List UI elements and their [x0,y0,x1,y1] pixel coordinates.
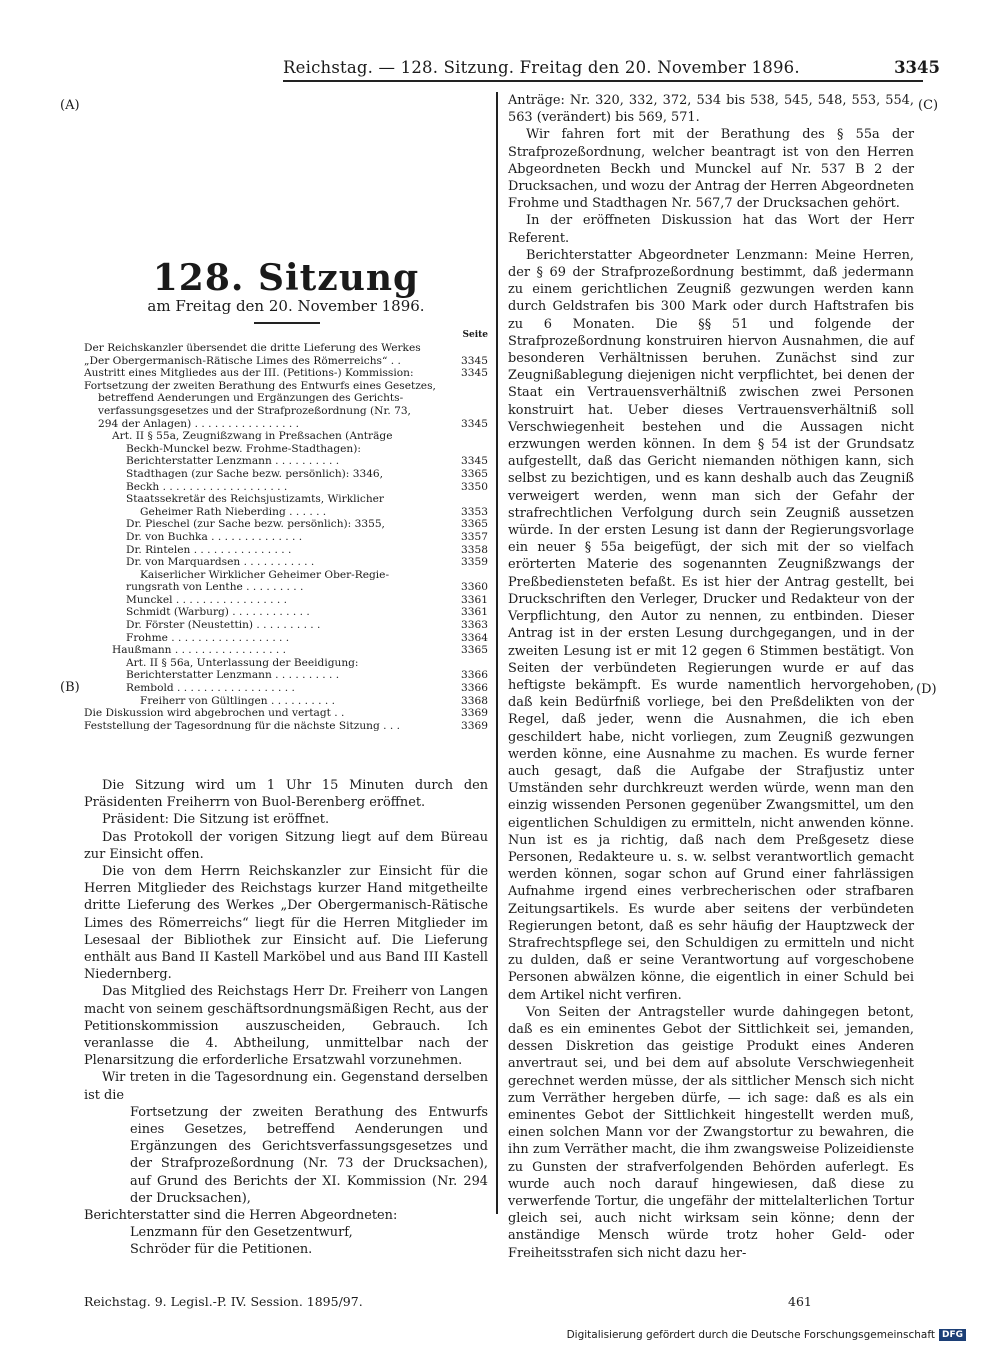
toc-entry [84,556,488,569]
toc-entry [84,581,488,594]
toc-entry-text: Beckh . . . . . . . . . . . . . . . . . . . [126,480,288,493]
toc-entry [84,367,488,380]
toc-entry [84,569,488,582]
toc-entry [84,405,488,418]
toc-entry-text: Berichterstatter Lenzmann . . . . . . . . . . [126,669,340,682]
right-body-text [508,92,914,1262]
toc-entry-page: 3353 [458,506,488,519]
margin-mark-b: (B) [60,680,80,695]
column-divider [496,92,498,1214]
toc-entry-page: 3365 [458,468,488,481]
toc-entry-page: 3359 [458,556,488,569]
toc-entry-text: Rembold . . . . . . . . . . . . . . . . . . [126,682,295,695]
toc-entry-text: Dr. Pieschel (zur Sache bezw. persönlich): 3355, [126,518,385,531]
left-body-text [84,777,488,1259]
toc-entry-page: 3364 [458,632,488,645]
seite-label: Seite [462,330,488,340]
toc-entry [84,493,488,506]
paragraph: Die von dem Herrn Reichskanzler zur Einsicht für die Herren Mitglieder des Reichstags kurzer Hand mitgetheilte dritte Lieferung des Werkes „Der Obergermanisch-Rätische Limes des Römerreichs“ liegt für die Herren Mitglieder im Lesesaal der Bibliothek zur Einsicht auf. Die Lieferung enthält aus Band II Kastell Marköbel und aus Band III Kastell Niedernberg. [84,864,488,983]
paragraph: Wir treten in die Tagesordnung ein. Gegenstand derselben ist die [84,1070,488,1103]
toc-entry [84,506,488,519]
title-rule [254,322,320,324]
toc-entry-text: Frohme . . . . . . . . . . . . . . . . . . [126,631,290,644]
running-title: Reichstag. — 128. Sitzung. Freitag den 20. November 1896. [283,58,800,77]
toc-entry [84,619,488,632]
paragraph: Präsident: Die Sitzung ist eröffnet. [102,812,330,828]
toc-entry-page: 3357 [458,531,488,544]
toc-entry-text: 294 der Anlagen) . . . . . . . . . . . . . . . . [98,417,300,430]
toc-entry-text: Feststellung der Tagesordnung für die nächste Sitzung . . . [84,719,400,732]
toc-entry [84,544,488,557]
toc-entry-text: verfassungsgesetzes und der Strafprozeßordnung (Nr. 73, [98,404,411,417]
margin-mark-c: (C) [918,98,939,113]
toc-entry-text: „Der Obergermanisch-Rätische Limes des Römerreichs“ . . [84,354,401,367]
toc-entry-text: Der Reichskanzler übersendet die dritte Lieferung des Werkes [84,342,421,354]
toc-entry [84,695,488,708]
paragraph: Anträge: Nr. 320, 332, 372, 534 bis 538, 545, 548, 553, 554, 563 (verändert) bis 569, 571. [508,93,914,126]
footer-page-count: 461 [788,1294,812,1309]
toc-entry [84,606,488,619]
toc-entry [84,669,488,682]
toc-entry [84,682,488,695]
toc-entry-text: Art. II § 55a, Zeugnißzwang in Preßsachen (Anträge [112,430,393,443]
toc-entry-page: 3361 [458,606,488,619]
toc-entry-page: 3358 [458,544,488,557]
toc-entry-page: 3345 [458,418,488,431]
toc-entry-page: 3365 [458,644,488,657]
toc-entry [84,392,488,405]
toc-entry [84,342,488,355]
toc-entry-text: Stadthagen (zur Sache bezw. persönlich): 3346, [126,467,384,480]
toc-entry-page: 3365 [458,518,488,531]
paragraph: In der eröffneten Diskussion hat das Wort der Herr Referent. [508,213,914,246]
toc-entry-page: 3361 [458,594,488,607]
toc-entry [84,632,488,645]
toc-entry [84,720,488,733]
paragraph: Berichterstatter sind die Herren Abgeordneten: [84,1208,398,1224]
paragraph: Schröder für die Petitionen. [130,1242,313,1258]
toc-entry-page: 3345 [458,455,488,468]
toc-entry-text: Dr. Rintelen . . . . . . . . . . . . . . . [126,543,292,556]
left-column [84,92,488,1327]
paragraph: Von Seiten der Antragsteller wurde dahingegen betont, daß es ein eminentes Gebot der Sittlichkeit sei, jemanden, dessen Diskretion das geistige Produkt eines Anderen anvertraut sei, und bei dem auf absolute Verschwiegenheit gerechnet werden müsse, der als sittlicher Mensch sich nicht zum Verräther hergeben dürfe, — ich sage: daß es als ein eminentes Gebot der Sittlichkeit hingestellt werden muß, einen solchen Mann vor der Zwangstortur zu bewahren, die ihn zum Verräther macht, die ihm zwangsweise Polizeidienste zu Gunsten der strafverfolgenden Behörden auferlegt. Es wurde auch noch darauf hingewiesen, daß diese zu verwerfende Tortur, die ungefähr der mittelalterlichen Tortur gleich sei, auch nicht wirksam sein könne; denn der anständige Mensch würde trotz hoher Geld- oder Freiheitsstrafen sich nicht dazu her- [508,1004,914,1261]
toc-entry-text: Kaiserlicher Wirklicher Geheimer Ober-Regie- [140,568,390,581]
toc-entry [84,644,488,657]
toc-entry-text: Schmidt (Warburg) . . . . . . . . . . . . [126,606,310,619]
toc-entry [84,380,488,393]
right-column [508,92,914,1327]
toc-entry-text: Fortsetzung der zweiten Berathung des Entwurfs eines Gesetzes, [84,379,436,392]
toc-entry [84,430,488,443]
toc-entry [84,418,488,431]
toc-entry-text: Art. II § 56a, Unterlassung der Beeidigung: [126,656,359,669]
toc-entry-page: 3368 [458,695,488,708]
toc-entry-page: 3360 [458,581,488,594]
margin-mark-d: (D) [916,682,937,697]
toc-entry-page: 3345 [458,355,488,368]
toc-entry [84,707,488,720]
table-of-contents [84,342,488,732]
toc-entry-page: 3366 [458,669,488,682]
paragraph: Die Sitzung wird um 1 Uhr 15 Minuten durch den Präsidenten Freiherrn von Buol-Berenberg eröffnet. [84,778,488,811]
toc-entry-text: rungsrath von Lenthe . . . . . . . . . [126,581,304,594]
margin-mark-a: (A) [60,98,80,113]
toc-entry [84,443,488,456]
digitization-credit [567,1329,966,1341]
paragraph: Wir fahren fort mit der Berathung des § 55a der Strafprozeßordnung, welcher beantragt ist von den Herren Abgeordneten Beckh und Munckel auf Nr. 537 B 2 der Drucksachen, und wozu der Antrag der Herren Abgeordneten Frohme und Stadthagen Nr. 567,7 der Drucksachen gehört. [508,127,914,212]
toc-entry [84,468,488,481]
toc-entry [84,531,488,544]
paragraph: Lenzmann für den Gesetzentwurf, [130,1225,353,1241]
toc-entry-text: Berichterstatter Lenzmann . . . . . . . . . . [126,455,340,468]
paragraph: Fortsetzung der zweiten Berathung des Entwurfs eines Gesetzes, betreffend Aenderungen und Ergänzungen des Gerichtsverfassungsgesetzes und der Strafprozeßordnung (Nr. 73 der Drucksachen), auf Grund des Berichts der XI. Kommission (Nr. 294 der Drucksachen), [130,1104,488,1206]
toc-entry-text: Haußmann . . . . . . . . . . . . . . . . . [112,644,286,657]
toc-entry-text: Dr. Förster (Neustettin) . . . . . . . . . . [126,619,321,632]
toc-entry-page: 3366 [458,682,488,695]
dfg-logo: DFG [939,1329,966,1341]
session-title: 128. Sitzung [152,257,420,299]
toc-entry [84,455,488,468]
toc-entry-page: 3363 [458,619,488,632]
paragraph: Berichterstatter Abgeordneter Lenzmann: Meine Herren, der § 69 der Strafprozeßordnung bestimmt, daß jedermann zu einem gerichtlichen Zeugniß gezwungen werden kann durch Geldstrafen bis 300 Mark oder durch Haftstrafen bis zu 6 Monaten. Die §§ 51 und folgende der Strafprozeßordnung konstruiren hiervon Ausnahmen, die auf besonderen Verhältnissen beruhen. Zunächst sind zur Zeugnißablegung diejenigen nicht verpflichtet, bei denen der Staat ein Vertrauensverhältniß zwischen zwei Personen konstruirt hat. Ueber dieses Vertrauensverhältniß soll Verschwiegenheit bestehen und die Aussagen nicht erzwungen werden können. In dem § 54 ist der Grundsatz aufgestellt, daß das Gericht niemanden nöthigen kann, sich selbst zu bezichtigen, und es kann deshalb auch das Zeugniß verweigert werden, wenn man sich der Gefahr der strafrechtlichen Verfolgung durch sein Zeugniß aussetzen würde. In der ersten Lesung ist dann der Regierungsvorlage ein neuer § 55a beigefügt, der sich mit der so vielfach erörterten Materie des sogenannten Zeugnißzwangs der Preßbediensteten befaßt. Es ist hier der Antrag gestellt, bei Druckschriften den Verleger, Drucker und Redakteur von der Verpflichtung, den Autor zu nennen, zu entbinden. Dieser Antrag ist in der ersten Lesung durchgegangen, und in der zweiten Lesung ist er mit 12 gegen 6 Stimmen bestätigt. Von Seiten der verbündeten Regierungen wurde er auf das heftigste bekämpft. Es wurde namentlich hervorgehoben, daß kein Bedürfniß vorliege, bei den Preßdelikten von der Regel, daß jeder, wenn die Ausnahmen, die ich eben geschildert habe, nicht vorliegen, zum Zeugniß gezwungen werden könne, eine Ausnahme zu machen. Es wurde ferner auch gesagt, daß die Aufgabe der Strafjustiz unter Umständen sehr durchkreuzt werden würde, wenn man den einzig wissenden Personen gegenüber Zwangsmittel, um den eigentlichen Schuldigen zu ermitteln, nicht anwenden könne. Nun ist es ja richtig, daß nach dem Preßgesetz diese Personen, Redakteure u. s. w. selbst verantwortlich gemacht werden können, sogar schon auf Grund einer fahrlässigen Aufnahme irgend eines verbrecherischen oder strafbaren Zeitungsartikels. Es wurde aber seitens der verbündeten Regierungen betont, daß es sehr häufig der Hauptzweck der Strafrechtspflege sei, den Schuldigen zu ermitteln und nicht zu dulden, daß er seine Verantwortung auf vorgeschobene Personen abwälzen könne, die eigentlich in einer Schuld bei dem Artikel nicht verfiren. [508,247,914,1003]
toc-entry [84,355,488,368]
toc-entry [84,518,488,531]
toc-entry-text: Dr. von Buchka . . . . . . . . . . . . . . [126,530,303,543]
toc-entry-text: Die Diskussion wird abgebrochen und vertagt . . [84,707,345,720]
page-number: 3345 [894,58,940,77]
header-rule [283,80,923,82]
toc-entry [84,481,488,494]
paragraph: Das Protokoll der vorigen Sitzung liegt auf dem Büreau zur Einsicht offen. [84,829,488,862]
paragraph: Das Mitglied des Reichstags Herr Dr. Freiherr von Langen macht von seinem geschäftsordnungsmäßigen Recht, aus der Petitionskommission auszuscheiden, Gebrauch. Ich veranlasse die 4. Abtheilung, unmittelbar nach der Plenarsitzung die erforderliche Ersatzwahl vorzunehmen. [84,984,488,1069]
toc-entry-text: Freiherr von Gültlingen . . . . . . . . . . [140,694,335,707]
toc-entry-text: Dr. von Marquardsen . . . . . . . . . . . [126,556,315,569]
session-date: am Freitag den 20. November 1896. [147,297,425,315]
toc-entry [84,594,488,607]
credit-text: Digitalisierung gefördert durch die Deutsche Forschungsgemeinschaft [566,1329,935,1341]
toc-entry-text: Staatssekretär des Reichsjustizamts, Wirklicher [126,493,384,506]
footer-session-info: Reichstag. 9. Legisl.-P. IV. Session. 1895/97. [84,1294,363,1309]
toc-entry-text: betreffend Aenderungen und Ergänzungen des Gerichts- [98,392,404,405]
toc-entry-text: Geheimer Rath Nieberding . . . . . . [140,505,327,518]
toc-entry-text: Munckel . . . . . . . . . . . . . . . . . [126,593,287,606]
toc-entry-page: 3369 [458,720,488,733]
toc-entry-page: 3350 [458,481,488,494]
toc-entry [84,657,488,670]
toc-entry-text: Austritt eines Mitgliedes aus der III. (Petitions-) Kommission: [84,367,414,380]
toc-entry-text: Beckh-Munckel bezw. Frohme-Stadthagen): [126,442,361,455]
toc-entry-page: 3369 [458,707,488,720]
toc-entry-page: 3345 [458,367,488,380]
